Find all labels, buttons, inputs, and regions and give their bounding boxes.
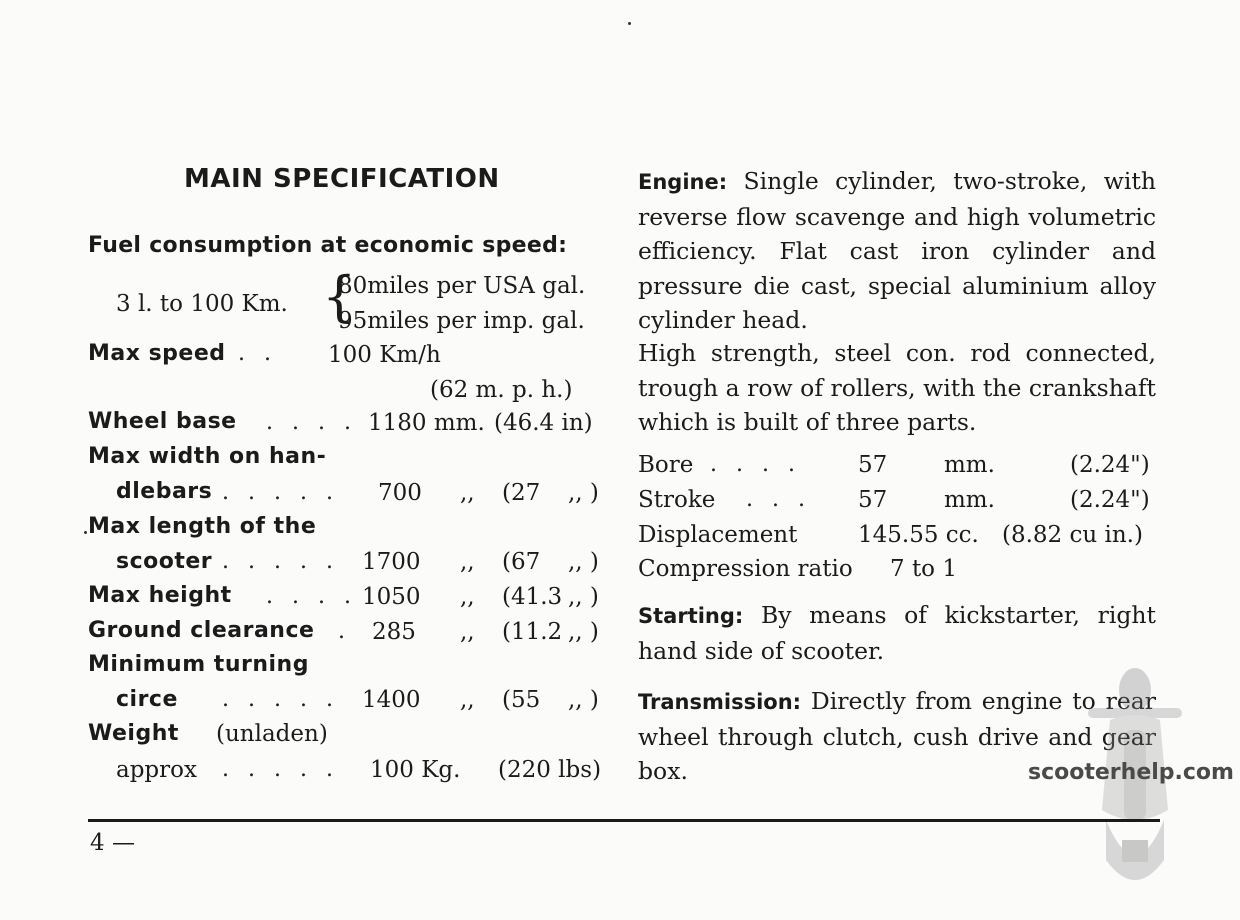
stroke-unit: mm. [944,487,995,513]
max-speed-mph: (62 m. p. h.) [430,377,573,403]
max-height-label: Max height [88,583,232,608]
max-width-value: 700 [378,480,422,506]
print-speck [84,531,87,534]
ditto-mark: ,, [460,619,475,645]
ditto-mark: ,, ) [568,480,599,506]
max-length-label: Max length of the [88,514,317,539]
bore-label: Bore [638,452,694,478]
compression-ratio-label: Compression ratio [638,556,853,582]
fuel-imp-gallon: 95miles per imp. gal. [338,308,585,334]
ditto-mark: ,, ) [568,687,599,713]
leader-dots: . . [238,341,277,366]
leader-dots: . [338,619,351,644]
ground-clearance-inches: (11.2 [502,619,563,645]
fuel-usa-gallon: 80miles per USA gal. [338,273,586,299]
leader-dots: . . . . [266,410,357,435]
engine-text: Single cylinder, two-stroke, with reverse flow scavenge and high volumetric efficiency. Flat cast iron cylinder and pressure die cast, special aluminium alloy cylinder head. [638,167,1156,334]
bore-unit: mm. [944,452,995,478]
max-width-label: Max width on han- [88,444,327,469]
ditto-mark: ,, ) [568,584,599,610]
leader-dots: . . . . . [222,549,339,574]
transmission-heading: Transmission: [638,690,802,714]
weight-note: (unladen) [216,721,328,747]
engine-paragraph-2: High strength, steel con. rod connected, trough a row of rollers, with the crankshaft which is built of three parts. [638,339,1156,436]
ditto-mark: ,, ) [568,619,599,645]
wheel-base-value: 1180 mm. [368,410,485,436]
max-height-inches: (41.3 [502,584,563,610]
turning-circle-label-cont: circe [116,687,178,712]
stroke-label: Stroke [638,487,716,513]
specification-column [88,160,608,800]
max-speed-label: Max speed [88,341,226,366]
compression-ratio-value: 7 to 1 [890,556,957,582]
footer-rule [88,819,1160,822]
page-title: MAIN SPECIFICATION [184,164,500,194]
leader-dots: . . . . [266,584,357,609]
max-length-label-cont: scooter [116,549,213,574]
ditto-mark: ,, [460,584,475,610]
max-length-inches: (67 [502,549,541,575]
displacement-label: Displacement [638,522,798,548]
max-speed-value: 100 Km/h [328,342,441,368]
wheel-base-inches: (46.4 in) [494,410,593,436]
bore-inches: (2.24") [1070,452,1150,478]
weight-label: Weight [88,721,179,746]
page-number: 4 — [90,830,135,856]
weight-lbs: (220 lbs) [498,757,602,783]
site-watermark: scooterhelp.com [1028,760,1234,785]
max-width-inches: (27 [502,480,541,506]
fuel-consumption-heading: Fuel consumption at economic speed: [88,233,568,258]
fuel-brace: { [322,265,357,328]
bore-value: 57 [858,452,888,478]
weight-value: 100 Kg. [370,757,461,783]
leader-dots: . . . . . [222,480,339,505]
turning-circle-label: Minimum turning [88,652,309,677]
max-width-label-cont: dlebars [116,479,213,504]
stroke-value: 57 [858,487,888,513]
leader-dots: . . . [746,487,811,512]
leader-dots: . . . . [710,452,801,477]
displacement-cu-in: (8.82 cu in.) [1002,522,1143,548]
ditto-mark: ,, [460,687,475,713]
print-speck [628,22,631,25]
transmission-text: Directly from engine to rear wheel through clutch, cush drive and gear box. [638,687,1156,785]
ditto-mark: ,, ) [568,549,599,575]
ground-clearance-value: 285 [372,619,416,645]
weight-label-cont: approx [116,757,197,783]
max-height-value: 1050 [362,584,421,610]
fuel-consumption-value: 3 l. to 100 Km. [116,291,288,317]
turning-circle-inches: (55 [502,687,541,713]
engine-paragraph [638,164,1156,338]
turning-circle-value: 1400 [362,687,421,713]
engine-heading: Engine: [638,170,728,194]
starting-text: By means of kickstarter, right hand side of scooter. [638,601,1156,665]
leader-dots: . . . . . [222,687,339,712]
ditto-mark: ,, [460,549,475,575]
starting-paragraph [638,598,1156,668]
leader-dots: . . . . . [222,757,339,782]
stroke-inches: (2.24") [1070,487,1150,513]
ground-clearance-label: Ground clearance [88,618,315,643]
starting-heading: Starting: [638,604,744,628]
max-length-value: 1700 [362,549,421,575]
ditto-mark: ,, [460,480,475,506]
wheel-base-label: Wheel base [88,409,237,434]
displacement-value: 145.55 cc. [858,522,979,548]
